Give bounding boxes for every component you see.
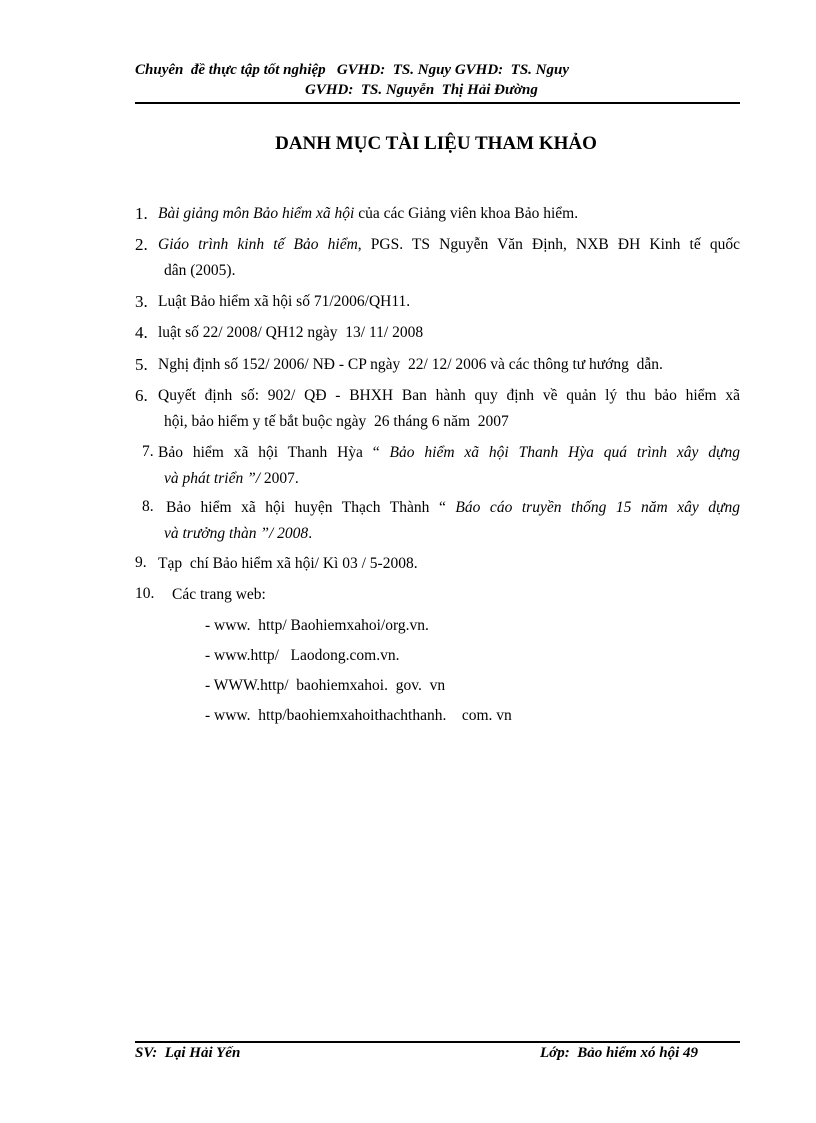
reference-text-line — [158, 236, 740, 254]
website-item: - WWW.http/ baohiemxahoi. gov. vn — [205, 677, 446, 694]
reference-text-line — [164, 413, 509, 431]
reference-number: 10. — [135, 585, 155, 602]
reference-number: 8. — [142, 498, 154, 515]
reference-text-line — [158, 387, 740, 405]
reference-text: Luật Bảo hiểm xã hội số 71/2006/QH11. — [158, 293, 411, 310]
header-rule — [135, 102, 740, 104]
reference-number: 7. — [142, 443, 154, 460]
reference-title: và trưởng thàn ”/ 2008 — [164, 525, 309, 542]
reference-number: 9. — [135, 554, 147, 571]
reference-title: Giáo trình kinh tế Bảo hiểm — [158, 236, 358, 253]
reference-number: 3. — [135, 292, 148, 311]
reference-text: dân (2005). — [164, 262, 236, 279]
reference-text: Tạp chí Bảo hiểm xã hội/ Kì 03 / 5-2008. — [158, 555, 418, 572]
footer-student: SV: Lại Hải Yến — [135, 1045, 241, 1061]
website-item: - www.http/ Laodong.com.vn. — [205, 647, 400, 664]
reference-title: Bảo hiểm xã hội Thanh Hỳa quá trình xây dựng — [389, 444, 740, 461]
reference-number: 4. — [135, 323, 148, 342]
reference-text: , PGS. TS Nguyễn Văn Định, NXB ĐH Kinh tế quốc — [357, 236, 740, 253]
reference-text-line — [164, 262, 235, 280]
reference-text-line — [166, 499, 740, 517]
reference-text: Bảo hiểm xã hội huyện Thạch Thành “ — [166, 499, 456, 516]
reference-text: Nghị định số 152/ 2006/ NĐ - CP ngày 22/ 12/ 2006 và các thông tư hướng dẫn. — [158, 356, 663, 373]
reference-text: Các trang web: — [172, 586, 266, 603]
reference-text: hội, bảo hiểm y tế bắt buộc ngày 26 tháng 6 năm 2007 — [164, 413, 509, 430]
header-line-1: Chuyên đề thực tập tốt nghiệp GVHD: TS. Nguy GVHD: TS. Nguy — [135, 62, 570, 78]
page-title: DANH MỤC TÀI LIỆU THAM KHẢO — [275, 133, 597, 154]
reference-text: Bảo hiểm xã hội Thanh Hỳa “ — [158, 444, 390, 461]
reference-text: . — [308, 525, 313, 542]
reference-text-line — [164, 470, 299, 488]
reference-text-line — [158, 205, 578, 223]
reference-text-line — [158, 293, 410, 311]
reference-number: 6. — [135, 386, 148, 405]
footer-rule — [135, 1041, 740, 1043]
reference-text-line — [172, 586, 266, 604]
reference-text-line — [158, 356, 663, 374]
reference-text-line — [158, 324, 423, 342]
reference-text-line — [158, 555, 418, 573]
reference-number: 1. — [135, 204, 148, 223]
website-item: - www. http/ Baohiemxahoi/org.vn. — [205, 617, 429, 634]
reference-text: Quyết định số: 902/ QĐ - BHXH Ban hành quy định về quản lý thu bảo hiểm xã — [158, 387, 740, 404]
reference-title: Bài giảng môn Bảo hiểm xã hội — [158, 205, 355, 222]
reference-number: 2. — [135, 235, 148, 254]
reference-text: của các Giảng viên khoa Bảo hiểm. — [354, 205, 579, 222]
reference-text-line — [158, 444, 740, 462]
reference-text: luật số 22/ 2008/ QH12 ngày 13/ 11/ 2008 — [158, 324, 424, 341]
website-item: - www. http/baohiemxahoithachthanh. com. vn — [205, 707, 512, 724]
reference-text: 2007. — [260, 470, 299, 487]
reference-title: Báo cáo truyền thống 15 năm xây dựng — [455, 499, 740, 516]
reference-number: 5. — [135, 355, 148, 374]
header-line-2: GVHD: TS. Nguyễn Thị Hải Đường — [305, 82, 538, 98]
reference-text-line — [164, 525, 312, 543]
reference-title: và phát triển ”/ — [164, 470, 261, 487]
footer-class: Lớp: Bảo hiểm xó hội 49 — [540, 1045, 699, 1061]
